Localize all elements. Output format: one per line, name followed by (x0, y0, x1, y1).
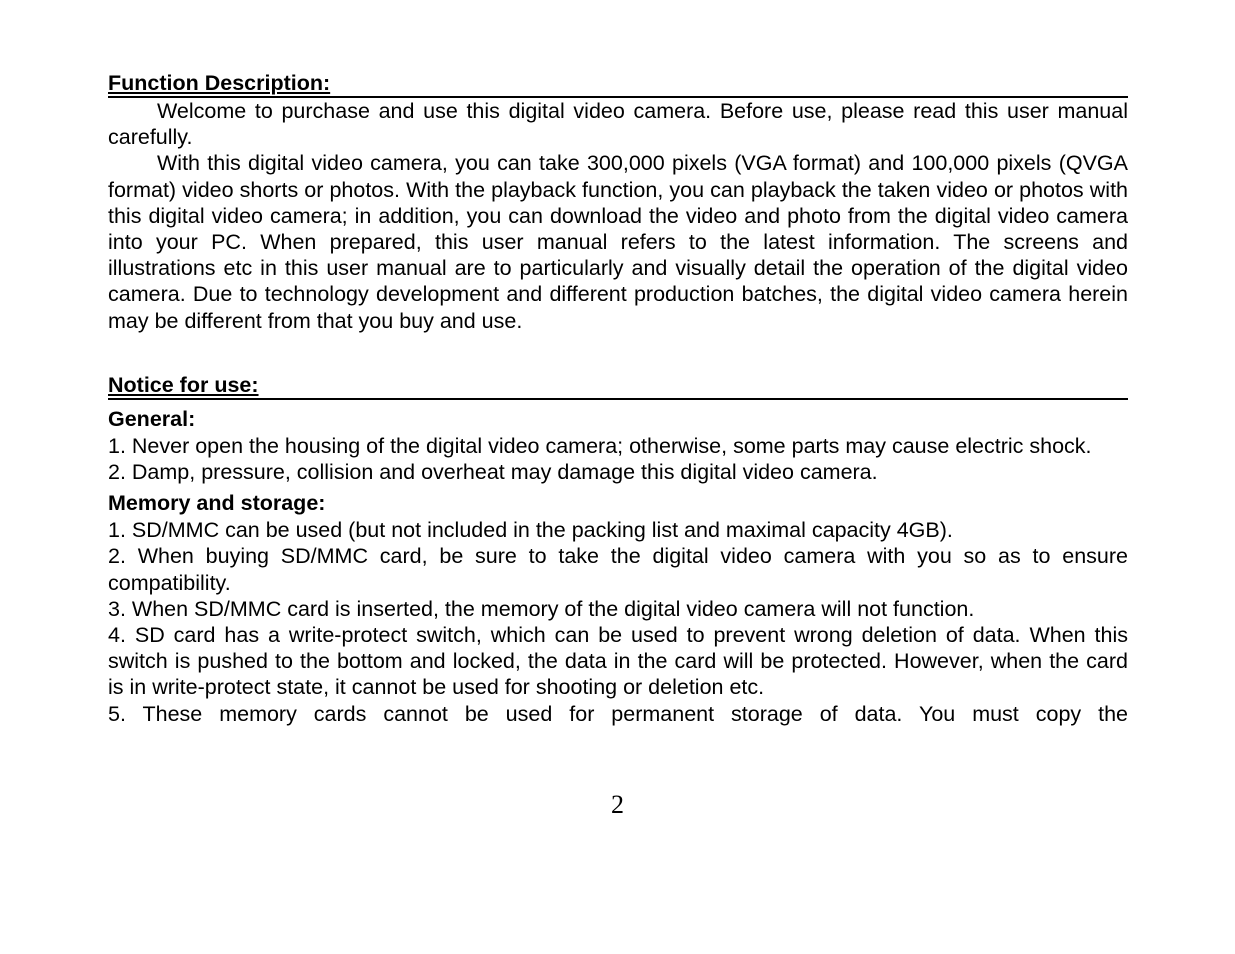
memory-item-5: 5. These memory cards cannot be used for permanent storage of data. You must copy the (108, 701, 1128, 726)
memory-item-4: 4. SD card has a write-protect switch, which can be used to prevent wrong deletion of data. When this switch is pushed to the bottom and locked, the data in the card will be protected. However, when the card is in write-protect state, it cannot be used for shooting or deletion etc. (108, 623, 1128, 700)
document-page (108, 70, 1128, 727)
features-paragraph: With this digital video camera, you can take 300,000 pixels (VGA format) and 100,000 pixels (QVGA format) video shorts or photos. With the playback function, you can playback the taken video or photos with this digital video camera; in addition, you can download the video and photo from the digital video camera into your PC. When prepared, this user manual refers to the latest information. The screens and illustrations etc in this user manual are to particularly and visually detail the operation of the digital video camera. Due to technology development and different production batches, the digital video camera herein may be different from that you buy and use. (108, 151, 1128, 333)
memory-list (108, 517, 1128, 727)
general-item-2: 2. Damp, pressure, collision and overheat may damage this digital video camera. (108, 460, 878, 485)
function-description-heading (108, 70, 1128, 98)
memory-item-2: 2. When buying SD/MMC card, be sure to take the digital video camera with you so as to ensure compatibility. (108, 544, 1128, 595)
notice-title: Notice for use: (108, 372, 259, 397)
function-description-title: Function Description: (108, 71, 331, 95)
memory-item-3: 3. When SD/MMC card is inserted, the memory of the digital video camera will not function. (108, 596, 975, 621)
memory-item-1: 1. SD/MMC can be used (but not included in the packing list and maximal capacity 4GB). (108, 518, 953, 543)
intro-paragraph: Welcome to purchase and use this digital video camera. Before use, please read this user manual carefully. (108, 99, 1128, 150)
memory-subheading: Memory and storage: (108, 491, 326, 516)
general-subheading: General: (108, 406, 196, 431)
page-number: 2 (611, 790, 624, 819)
general-list (108, 433, 1128, 485)
general-item-1: 1. Never open the housing of the digital video camera; otherwise, some parts may cause electric shock. (108, 433, 1092, 458)
notice-heading (108, 372, 1128, 400)
